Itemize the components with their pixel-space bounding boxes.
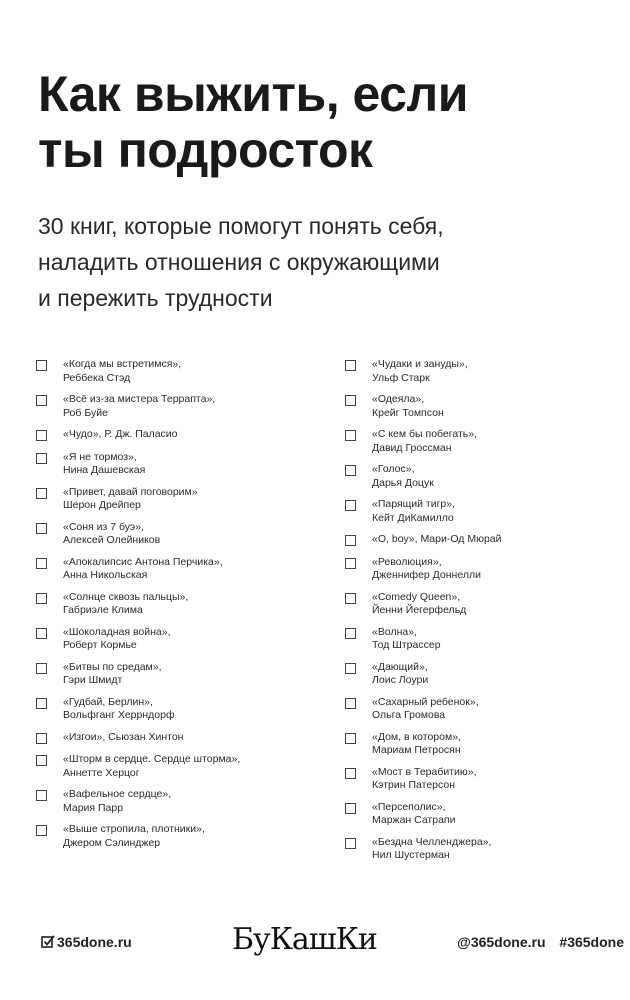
checkbox[interactable]: [345, 698, 356, 709]
book-text: [372, 428, 477, 455]
book-author: Роб Буйе: [63, 406, 108, 419]
book-item[interactable]: [36, 486, 306, 513]
checkbox[interactable]: [36, 628, 47, 639]
checkbox[interactable]: [36, 790, 47, 801]
book-title: «Чудо», Р. Дж. Паласио: [63, 428, 178, 440]
book-item[interactable]: [36, 393, 306, 420]
book-text: [372, 533, 502, 547]
book-item[interactable]: [36, 731, 306, 745]
book-title: «Одеяла»,: [372, 393, 425, 405]
book-title: «Солнце сквозь пальцы»,: [63, 590, 189, 603]
book-author: Габриэле Клима: [63, 604, 143, 616]
title-line-1: Как выжить, если: [38, 66, 468, 122]
book-author: Джером Сэлинджер: [63, 836, 161, 849]
book-author: Анна Никольская: [63, 569, 148, 581]
book-text: [63, 731, 183, 745]
checkbox[interactable]: [345, 558, 356, 569]
book-text: [63, 358, 181, 385]
book-text: [63, 753, 240, 780]
book-list-right: [345, 358, 615, 871]
book-item[interactable]: [36, 753, 306, 780]
book-text: [372, 696, 479, 723]
book-title: «Революция»,: [372, 555, 442, 568]
book-item[interactable]: [36, 696, 306, 723]
book-item[interactable]: [36, 626, 306, 653]
checkbox[interactable]: [36, 523, 47, 534]
book-author: Алексей Олейников: [63, 534, 161, 546]
checkbox-check-icon: [41, 935, 55, 949]
book-item[interactable]: [36, 521, 306, 548]
book-author: Дарья Доцук: [372, 476, 434, 489]
checkbox[interactable]: [345, 360, 356, 371]
book-item[interactable]: [36, 661, 306, 688]
book-item[interactable]: [345, 393, 615, 420]
checkbox[interactable]: [345, 430, 356, 441]
checkbox[interactable]: [36, 430, 47, 441]
book-author: Кэтрин Патерсон: [372, 779, 456, 791]
checkbox[interactable]: [345, 628, 356, 639]
book-title: «Дающий»,: [372, 660, 428, 673]
checkbox[interactable]: [345, 838, 356, 849]
subtitle-line-1: 30 книг, которые помогут понять себя,: [38, 213, 444, 239]
book-list-left: [36, 358, 306, 858]
book-text: [372, 463, 434, 490]
book-text: [63, 451, 145, 478]
book-item[interactable]: [345, 463, 615, 490]
checkbox[interactable]: [36, 825, 47, 836]
book-item[interactable]: [345, 428, 615, 455]
book-author: Мария Парр: [63, 801, 124, 814]
book-item[interactable]: [36, 788, 306, 815]
book-text: [372, 626, 441, 653]
book-author: Роберт Кормье: [63, 639, 137, 651]
book-author: Давид Гроссман: [372, 441, 452, 454]
book-item[interactable]: [36, 556, 306, 583]
book-title: «Битвы по средам»,: [63, 660, 162, 673]
checkbox[interactable]: [345, 535, 356, 546]
book-author: Кейт ДиКамилло: [372, 511, 454, 524]
book-text: [372, 836, 491, 863]
checkbox[interactable]: [36, 755, 47, 766]
book-text: [63, 823, 205, 850]
book-title: «Персеполис»,: [372, 800, 446, 813]
checkbox[interactable]: [36, 395, 47, 406]
book-item[interactable]: [345, 731, 615, 758]
book-text: [63, 591, 188, 618]
book-author: Маржан Сатрапи: [372, 814, 456, 826]
checkbox[interactable]: [345, 733, 356, 744]
book-author: Гэри Шмидт: [63, 674, 123, 686]
book-item[interactable]: [36, 358, 306, 385]
book-text: [372, 393, 444, 420]
book-title: «Гудбай, Берлин»,: [63, 695, 153, 708]
book-title: «Шоколадная война»,: [63, 625, 171, 638]
book-title: «Всё из-за мистера Террапта»,: [63, 393, 216, 405]
book-text: [63, 661, 162, 688]
checkbox[interactable]: [36, 663, 47, 674]
checkbox[interactable]: [36, 698, 47, 709]
subtitle-line-2: наладить отношения с окружающими: [38, 249, 440, 275]
book-text: [372, 661, 428, 688]
book-text: [63, 696, 175, 723]
checkbox[interactable]: [345, 395, 356, 406]
checkbox[interactable]: [345, 663, 356, 674]
checkbox[interactable]: [345, 593, 356, 604]
book-title: «Бездна Челленджера»,: [372, 835, 492, 848]
book-author: Аннетте Херцог: [63, 766, 140, 779]
social-handle[interactable]: @365done.ru: [457, 934, 546, 950]
site-text: 365done.ru: [57, 934, 132, 950]
book-text: [63, 788, 171, 815]
book-item[interactable]: [345, 626, 615, 653]
book-author: Дженнифер Доннелли: [372, 569, 481, 581]
book-author: Нина Дашевская: [63, 464, 146, 476]
footer: [0, 922, 630, 960]
checkbox[interactable]: [345, 803, 356, 814]
book-author: Нил Шустерман: [372, 849, 450, 861]
book-title: «Соня из 7 буэ»,: [63, 520, 145, 533]
book-text: [63, 626, 171, 653]
book-text: [63, 486, 198, 513]
book-item[interactable]: [345, 836, 615, 863]
book-title: «Парящий тигр»,: [372, 498, 456, 510]
book-title: «Мост в Терабитию»,: [372, 765, 477, 778]
book-title: «O, boy», Мари-Од Мюрай: [372, 533, 502, 545]
book-title: «Comedy Queen»,: [372, 590, 461, 603]
book-author: Мариам Петросян: [372, 744, 461, 756]
book-text: [372, 731, 461, 758]
book-author: Ольга Громова: [372, 709, 446, 721]
book-text: [372, 801, 455, 828]
book-author: Крейг Томпсон: [372, 406, 444, 419]
book-title: «Чудаки и зануды»,: [372, 358, 468, 370]
book-text: [372, 591, 466, 618]
checkbox[interactable]: [36, 733, 47, 744]
book-author: Реббека Стэд: [63, 371, 131, 384]
social-links: [447, 934, 624, 950]
checkbox[interactable]: [36, 488, 47, 499]
checkbox[interactable]: [36, 453, 47, 464]
book-text: [63, 556, 223, 583]
checkbox[interactable]: [36, 360, 47, 371]
book-title: «Сахарный ребенок»,: [372, 695, 479, 708]
book-item[interactable]: [345, 766, 615, 793]
checkbox[interactable]: [36, 593, 47, 604]
book-item[interactable]: [36, 823, 306, 850]
book-title: «Вафельное сердце»,: [63, 788, 172, 800]
book-text: [63, 393, 215, 420]
book-title: «Голос»,: [372, 463, 415, 475]
book-author: Лоис Лоури: [372, 674, 429, 686]
book-item[interactable]: [345, 358, 615, 385]
book-item[interactable]: [345, 498, 615, 525]
book-title: «С кем бы побегать»,: [372, 428, 478, 440]
subtitle-line-3: и пережить трудности: [38, 285, 273, 311]
bukashki-logo: БуКашКи: [232, 922, 377, 957]
page-title: [38, 66, 618, 178]
book-item[interactable]: [345, 591, 615, 618]
checkbox[interactable]: [345, 500, 356, 511]
book-text: [63, 428, 178, 442]
book-text: [63, 521, 160, 548]
book-author: Ульф Старк: [372, 371, 430, 384]
book-author: Тод Штрассер: [372, 639, 441, 651]
site-link[interactable]: [41, 934, 132, 950]
book-title: «Дом, в котором»,: [372, 730, 461, 743]
book-title: «Апокалипсис Антона Перчика»,: [63, 555, 223, 568]
book-item[interactable]: [345, 696, 615, 723]
book-item[interactable]: [36, 591, 306, 618]
book-item[interactable]: [36, 451, 306, 478]
book-text: [372, 556, 481, 583]
checkbox[interactable]: [36, 558, 47, 569]
book-title: «Шторм в сердце. Сердце шторма»,: [63, 753, 241, 765]
checkbox[interactable]: [345, 768, 356, 779]
title-line-2: ты подросток: [38, 122, 373, 178]
book-text: [372, 358, 468, 385]
book-title: «Когда мы встретимся»,: [63, 358, 182, 370]
checkbox[interactable]: [345, 465, 356, 476]
book-title: «Выше стропила, плотники»,: [63, 823, 205, 835]
book-author: Вольфганг Херрндорф: [63, 709, 175, 721]
book-item[interactable]: [345, 801, 615, 828]
book-title: «Изгои», Сьюзан Хинтон: [63, 730, 184, 743]
book-text: [372, 766, 477, 793]
book-item[interactable]: [36, 428, 306, 442]
book-author: Шерон Дрейпер: [63, 499, 141, 511]
book-item[interactable]: [345, 556, 615, 583]
book-item[interactable]: [345, 661, 615, 688]
hashtag[interactable]: #365done: [559, 934, 624, 950]
book-item[interactable]: [345, 533, 615, 547]
book-title: «Я не тормоз»,: [63, 450, 137, 463]
subtitle: [38, 208, 618, 316]
book-author: Йенни Йегерфельд: [372, 604, 467, 616]
book-text: [372, 498, 455, 525]
book-title: «Привет, давай поговорим»: [63, 485, 198, 498]
book-title: «Волна»,: [372, 625, 417, 638]
